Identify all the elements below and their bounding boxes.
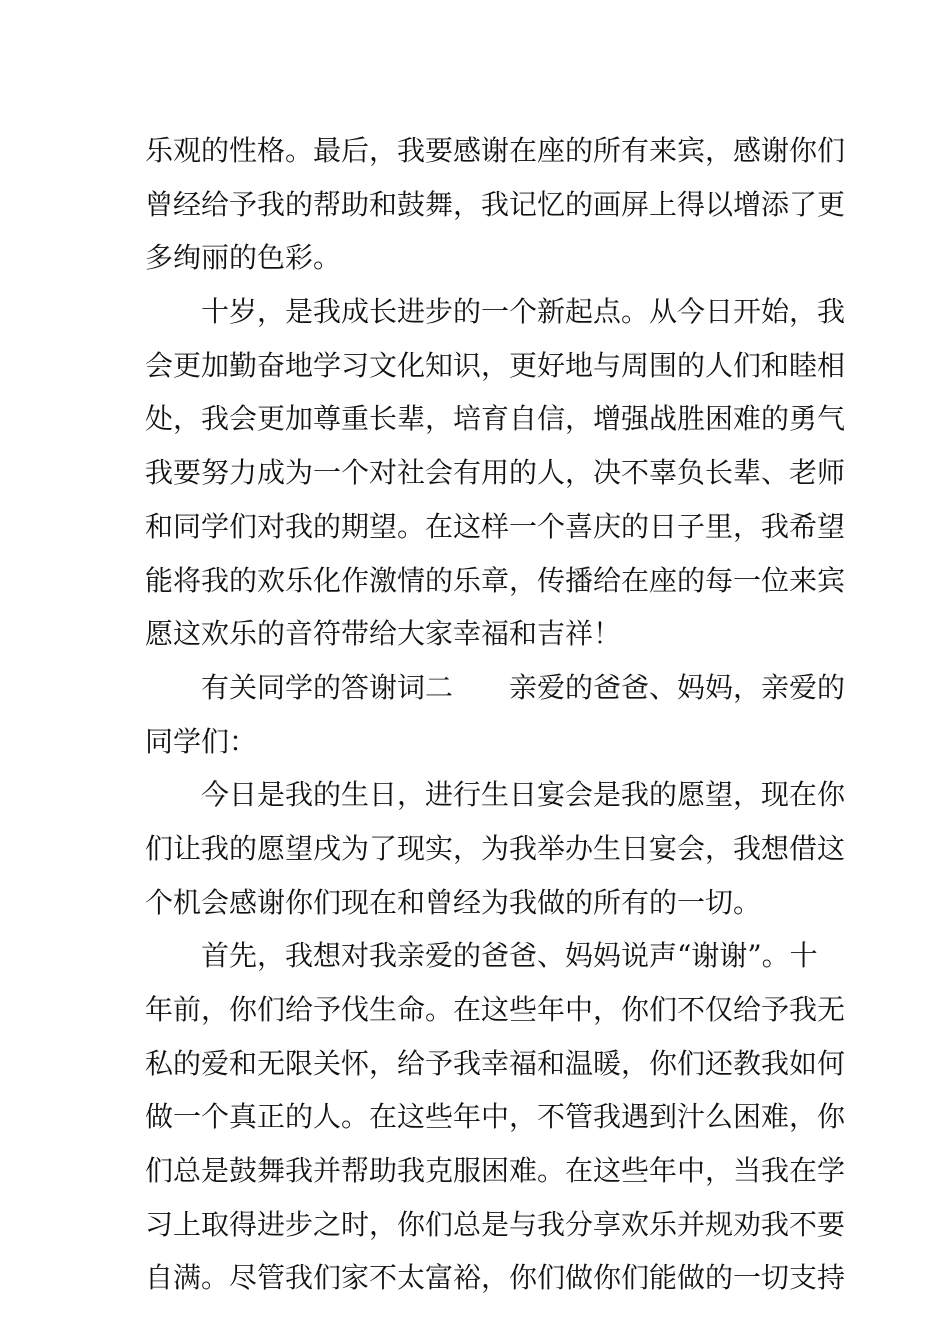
text-line: 做一个真正的人。在这些年中，不管我遇到汁么困难，你 (145, 1100, 846, 1134)
text-line: 和同学们对我的期望。在这样一个喜庆的日子里，我希望 (145, 509, 846, 543)
text-line: 多绚丽的色彩。 (145, 241, 342, 275)
text-line: 习上取得进步之时，你们总是与我分享欢乐并规劝我不要 (145, 1207, 846, 1241)
text-line: 会更加勤奋地学习文化知识，更好地与周围的人们和睦相 (145, 348, 846, 382)
paragraph-first-line: 今日是我的生日，进行生日宴会是我的愿望，现在你 (201, 778, 846, 812)
paragraph-first-line: 首先，我想对我亲爱的爸爸、妈妈说声“谢谢”。十 (201, 939, 818, 973)
text-line: 我要努力成为一个对社会有用的人，决不辜负长辈、老师 (145, 456, 846, 490)
text-line: 曾经给予我的帮助和鼓舞，我记忆的画屏上得以增添了更 (145, 187, 846, 221)
text-line: 乐观的性格。最后，我要感谢在座的所有来宾，感谢你们 (145, 134, 846, 167)
text-line: 个机会感谢你们现在和曾经为我做的所有的一切。 (145, 885, 762, 919)
section-heading-line: 有关同学的答谢词二 亲爱的爸爸、妈妈，亲爱的 (201, 670, 846, 704)
text-line: 处，我会更加尊重长辈，培育自信，增强战胜困难的勇气 (145, 402, 846, 436)
text-line: 们总是鼓舞我并帮助我克服困难。在这些年中，当我在学 (145, 1154, 846, 1188)
body-text (145, 124, 846, 1305)
text-line: 们让我的愿望戌为了现实，为我举办生日宴会，我想借这 (145, 831, 846, 865)
text-line: 自满。尽管我们家不太富裕，你们做你们能做的一切支持 (145, 1261, 846, 1295)
text-line: 能将我的欢乐化作激情的乐章，传播给在座的每一位来宾 (145, 563, 846, 597)
text-line: 私的爱和无限关怀，给予我幸福和温暖，你们还教我如何 (145, 1046, 846, 1080)
text-line: 年前，你们给予伐生命。在这些年中，你们不仅给予我无 (145, 993, 846, 1026)
text-line: 愿这欢乐的音符带给大家幸福和吉祥！ (145, 617, 622, 651)
text-line: 同学们： (145, 724, 258, 758)
paragraph-first-line: 十岁，是我成长进步的一个新起点。从今日开始，我 (201, 295, 846, 329)
